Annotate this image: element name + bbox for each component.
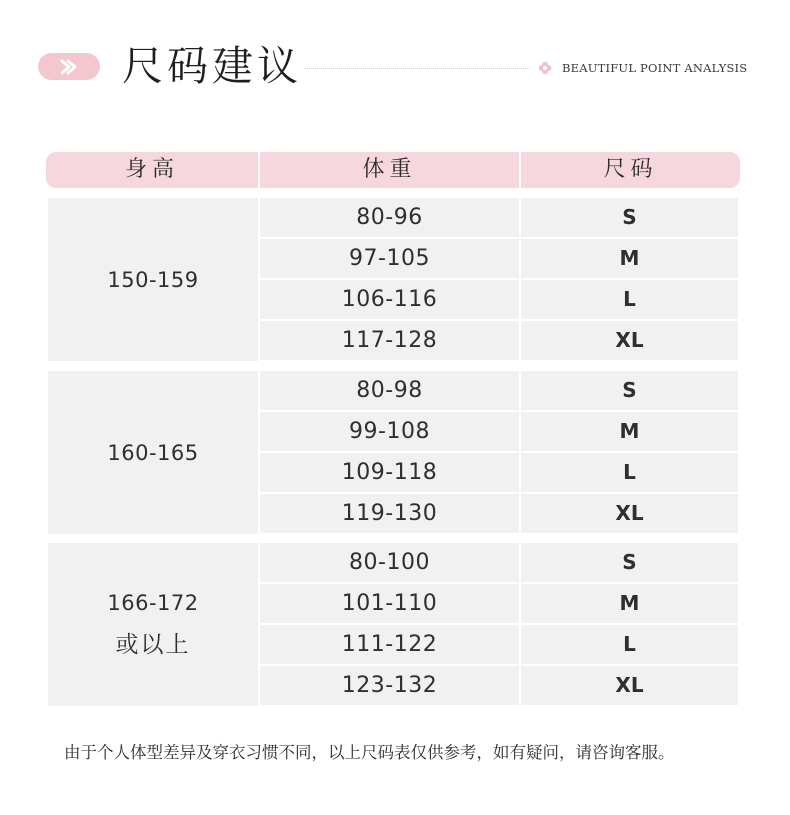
weight-cell: 111-122 [260, 625, 519, 664]
size-cell: L [521, 280, 738, 319]
size-table-header [46, 152, 740, 188]
height-range: 160-165 [107, 440, 199, 465]
table-row [260, 371, 738, 410]
table-row [260, 239, 738, 278]
weight-cell: 106-116 [260, 280, 519, 319]
weight-cell: 99-108 [260, 412, 519, 451]
size-cell: M [521, 239, 738, 278]
weight-cell: 109-118 [260, 453, 519, 492]
height-cell [48, 543, 258, 706]
header-divider [305, 68, 530, 69]
weight-cell: 80-98 [260, 371, 519, 410]
table-row [260, 584, 738, 623]
height-cell [48, 371, 258, 534]
table-row [260, 280, 738, 319]
flower-icon [538, 61, 552, 75]
header-badge [38, 53, 100, 80]
size-cell: L [521, 453, 738, 492]
weight-cell: 117-128 [260, 321, 519, 360]
weight-cell: 80-96 [260, 198, 519, 237]
table-row [260, 543, 738, 582]
weight-cell: 119-130 [260, 494, 519, 533]
table-row [260, 453, 738, 492]
column-header-height: 身高 [124, 157, 179, 182]
size-cell: S [521, 371, 738, 410]
table-row [260, 625, 738, 664]
size-cell: M [521, 584, 738, 623]
footer-note: 由于个人体型差异及穿衣习惯不同，以上尺码表仅供参考，如有疑问，请咨询客服。 [64, 743, 675, 762]
height-suffix: 或以上 [115, 631, 191, 658]
weight-cell: 123-132 [260, 666, 519, 705]
table-row [260, 321, 738, 360]
table-row [260, 666, 738, 705]
size-group [48, 198, 738, 361]
weight-cell: 97-105 [260, 239, 519, 278]
header-tagline: BEAUTIFUL POINT ANALYSIS [562, 61, 748, 75]
size-cell: XL [521, 321, 738, 360]
column-header-weight: 体重 [362, 157, 417, 182]
chevron-right-icon [60, 59, 78, 75]
size-cell: XL [521, 494, 738, 533]
size-cell: S [521, 198, 738, 237]
size-cell: M [521, 412, 738, 451]
size-cell: S [521, 543, 738, 582]
height-range: 166-172 [107, 590, 199, 615]
size-cell: L [521, 625, 738, 664]
table-row [260, 412, 738, 451]
size-cell: XL [521, 666, 738, 705]
weight-cell: 101-110 [260, 584, 519, 623]
size-group [48, 543, 738, 706]
table-row [260, 198, 738, 237]
size-group [48, 371, 738, 534]
column-header-size: 尺码 [603, 157, 658, 182]
height-range: 150-159 [107, 267, 199, 292]
page-title: 尺码建议 [122, 42, 302, 90]
height-cell [48, 198, 258, 361]
table-row [260, 494, 738, 533]
weight-cell: 80-100 [260, 543, 519, 582]
